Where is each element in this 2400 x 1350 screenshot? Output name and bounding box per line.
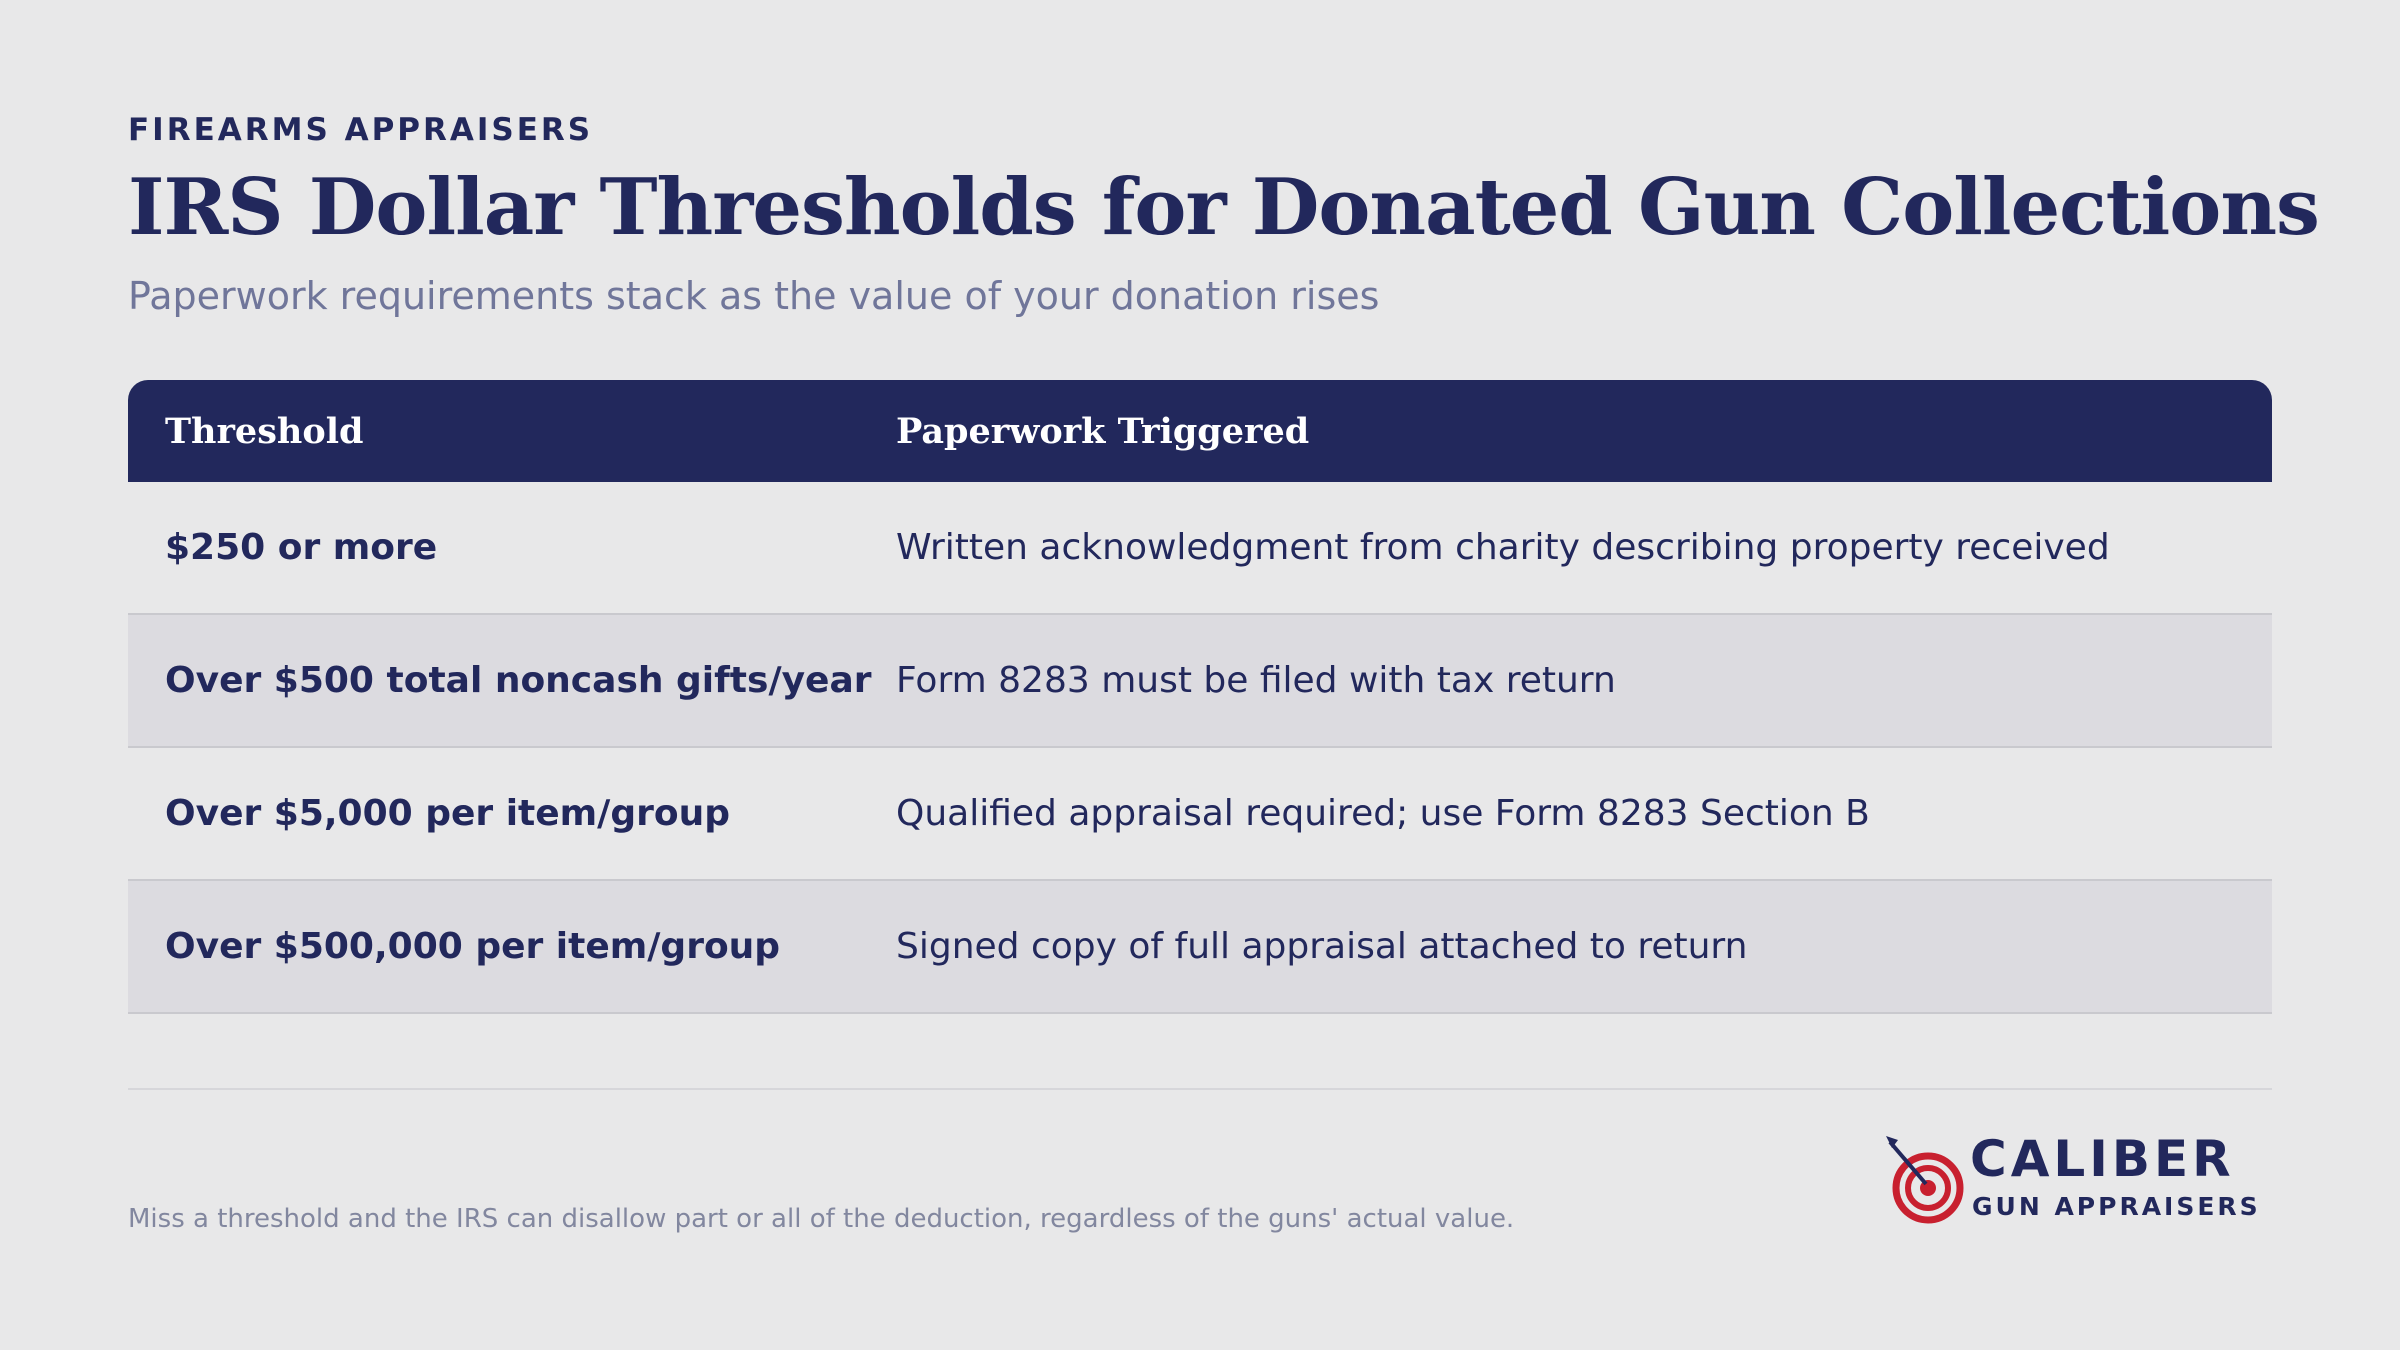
- column-header-threshold: Threshold: [165, 410, 364, 452]
- caliber-logo: [1882, 1130, 2272, 1230]
- table-header: [128, 380, 2272, 482]
- footer-divider: [128, 1088, 2272, 1090]
- page-subtitle: Paperwork requirements stack as the value of your donation rises: [128, 274, 1380, 318]
- eyebrow-label: FIREARMS APPRAISERS: [128, 112, 594, 148]
- table-row: [128, 615, 2272, 748]
- target-arrow-icon: [1882, 1134, 1964, 1224]
- thresholds-table: [128, 380, 2272, 1014]
- page-title: IRS Dollar Thresholds for Donated Gun Collections: [128, 162, 2319, 253]
- column-header-paperwork: Paperwork Triggered: [896, 410, 1310, 452]
- threshold-cell: $250 or more: [165, 527, 438, 568]
- threshold-cell: Over $500 total noncash gifts/year: [165, 660, 872, 701]
- footnote: Miss a threshold and the IRS can disallow part or all of the deduction, regardless of the guns' actual value.: [128, 1204, 1515, 1234]
- table-row: [128, 881, 2272, 1014]
- paperwork-cell: Qualified appraisal required; use Form 8283 Section B: [896, 793, 1870, 834]
- paperwork-cell: Signed copy of full appraisal attached to return: [896, 926, 1748, 967]
- infographic: [128, 0, 2319, 1350]
- paperwork-cell: Form 8283 must be filed with tax return: [896, 660, 1616, 701]
- table-row: [128, 482, 2272, 615]
- paperwork-cell: Written acknowledgment from charity describing property received: [896, 527, 2110, 568]
- table-row: [128, 748, 2272, 881]
- logo-subtitle: GUN APPRAISERS: [1972, 1192, 2261, 1221]
- logo-name: CALIBER: [1970, 1130, 2235, 1188]
- threshold-cell: Over $5,000 per item/group: [165, 793, 730, 834]
- threshold-cell: Over $500,000 per item/group: [165, 926, 781, 967]
